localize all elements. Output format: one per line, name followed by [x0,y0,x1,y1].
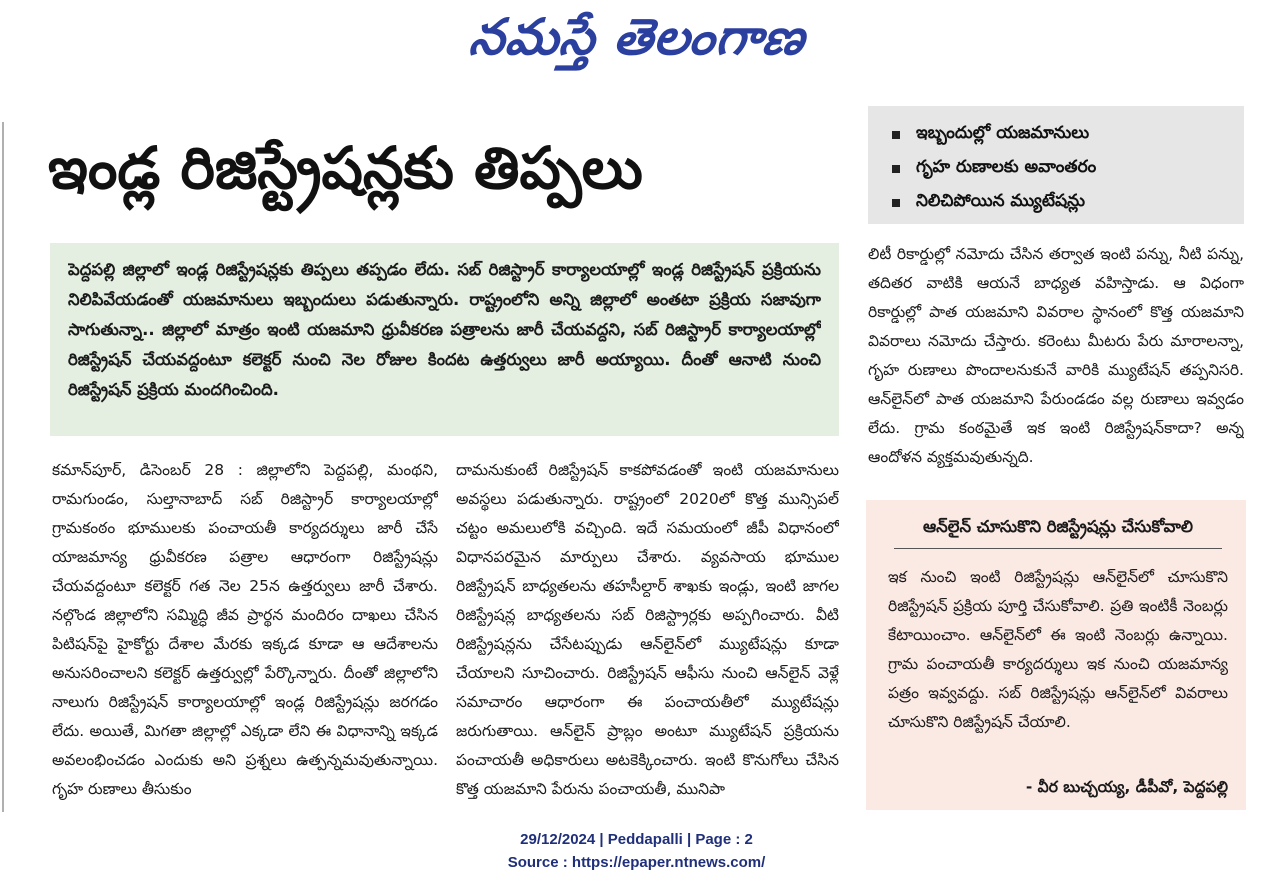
highlight-text: ఇబ్బందుల్లో యజమానులు [916,123,1090,143]
bullet-square-icon [892,131,900,139]
article-text: కమాన్‌పూర్, డిసెంబర్ 28 : జిల్లాలోని పెద్దపల్లి, మంథని, రామగుండం, సుల్తానాబాద్ సబ్ రిజిస్ట్రార్ కార్యాలయాల్లో గ్రామకంఠం భూములకు పంచాయతీ కార్యదర్శులు జారీ చేసే యాజమాన్య ధ్రువీకరణ పత్రాల ఆధారంగా రిజిస్ట్రేషన్లు చేయవద్దంటూ కలెక్టర్ గత నెల 25న ఉత్తర్వులు జారీ చేశారు. నల్గొండ జిల్లాలోని సమ్మిద్ధి జీవ ప్రార్థన మందిరం దాఖలు చేసిన పిటిషన్‌పై హైకోర్టు దేశాల మేరకు ఇక్కడ కూడా ఆ ఆదేశాలను అనుసరించాలని కలెక్టర్ ఉత్తర్వుల్లో పేర్కొన్నారు. దీంతో జిల్లాలోని నాలుగు రిజిస్ట్రేషన్ కార్యాలయాల్లో ఇండ్ల రిజిస్ట్రేషన్లు జరగడం లేదు. అయితే, మిగతా జిల్లాల్లో ఎక్కడా లేని ఈ విధానాన్ని ఇక్కడ అవలంభించడం ఎందుకు అని ప్రశ్నలు ఉత్పన్నమవుతున్నాయి. గృహ రుణాలు తీసుకుం [52,461,438,798]
column-rule [2,122,4,812]
article-text: లిటీ రికార్డుల్లో నమోదు చేసిన తర్వాత ఇంటి పన్ను, నీటి పన్ను, తదితర వాటికి ఆయనే బాధ్యత వహిస్తాడు. ఆ విధంగా రికార్డుల్లో పాత యజమాని వివరాల స్థానంలో కొత్త యజమాని వివరాలు నమోదు చేస్తారు. కరెంటు మీటరు పేరు మారాలన్నా, గృహ రుణాలు పొందాలనుకునే వారికి మ్యుటేషన్ తప్పనిసరి. ఆన్‌లైన్‌లో పాత యజమాని పేరుండడం వల్ల రుణాలు ఇవ్వడం లేదు. గ్రామ కంఠమైతే ఇక ఇంటి రిజిస్ట్రేషన్‌కాదా? అన్న ఆందోళన వ్యక్తమవుతున్నది. [868,245,1244,466]
footer-date-line: 29/12/2024 | Peddapalli | Page : 2 [520,831,753,848]
masthead-title: నమస్తే తెలంగాణ [466,8,809,66]
sidebar-title: ఆన్‌లైన్ చూసుకొని రిజిస్ట్రేషన్లు చేసుకోవాలి [894,514,1222,549]
article-column-1 [52,456,438,812]
masthead-logo [0,8,1273,79]
page-footer [0,828,1273,874]
highlight-item [892,118,1244,152]
article-column-3 [868,240,1244,490]
headline: ఇండ్ల రిజిస్ట్రేషన్లకు తిప్పలు [48,134,643,202]
bullet-square-icon [892,199,900,207]
bullet-square-icon [892,165,900,173]
article-text: దామనుకుంటే రిజిస్ట్రేషన్ కాకపోవడంతో ఇంటి యజమానులు అవస్థలు పడుతున్నారు. రాష్ట్రంలో 2020లో కొత్త మున్సిపల్ చట్టం అమలులోకి వచ్చింది. ఇదే సమయంలో జీపీ విధానంలో విధానపరమైన మార్పులు చేశారు. వ్యవసాయ భూముల రిజిస్ట్రేషన్ బాధ్యతలను తహసీల్దార్ శాఖకు ఇండ్లు, ఇంటి జాగల రిజిస్ట్రేషన్ల బాధ్యతలను సబ్ రిజిస్ట్రార్లకు అప్పగించారు. వీటి రిజిస్ట్రేషన్లను చేసేటప్పుడు ఆన్‌లైన్‌లో మ్యుటేషన్లు కూడా చేయాలని సూచించారు. రిజిస్ట్రేషన్ ఆఫీసు నుంచి ఆన్‌లైన్ వెళ్లే సమాచారం ఆధారంగా ఈ పంచాయతీలో మ్యుటేషన్లు జరుగుతాయి. ఆన్‌లైన్ ప్రాబ్లం అంటూ మ్యుటేషన్ ప్రక్రియను పంచాయతీ అధికారులు అటకెక్కించారు. ఇంటి కొనుగోలు చేసిన కొత్త యజమాని పేరును పంచాయతీ, మునిపా [456,461,839,798]
article-column-2 [456,456,839,812]
footer-source-link[interactable]: Source : https://epaper.ntnews.com/ [507,854,766,871]
highlight-item [892,186,1244,220]
highlight-text: గృహ రుణాలకు అవాంతరం [916,157,1097,177]
highlights-box [868,106,1244,224]
quote-sidebar [866,500,1246,810]
highlight-text: నిలిచిపోయిన మ్యుటేషన్లు [916,191,1085,211]
sidebar-body: ఇక నుంచి ఇంటి రిజిస్ట్రేషన్లు ఆన్‌లైన్‌లో చూసుకొని రిజిస్ట్రేషన్ ప్రక్రియ పూర్తి చేసుకోవాలి. ప్రతి ఇంటికీ నెంబర్లు కేటాయించాం. ఆన్‌లైన్‌లో ఈ ఇంటి నెంబర్లు ఉన్నాయి. గ్రామ పంచాయతీ కార్యదర్శులు ఇక నుంచి యజమాన్య పత్రం ఇవ్వవద్దు. సబ్ రిజిస్ట్రేషన్లు ఆన్‌లైన్‌లో వివరాలు చూసుకొని రిజిస్ట్రేషన్ చేయాలి. [888,568,1228,731]
sidebar-attribution: - వీర బుచ్చయ్య, డీపీవో, పెద్దపల్లి [1025,778,1228,796]
intro-text: పెద్దపల్లి జిల్లాలో ఇండ్ల రిజిస్ట్రేషన్లకు తిప్పలు తప్పడం లేదు. సబ్ రిజిస్ట్రార్ కార్యాలయాల్లో ఇండ్ల రిజిస్ట్రేషన్ ప్రక్రియను నిలిపివేయడంతో యజమానులు ఇబ్బందులు పడుతున్నారు. రాష్ట్రంలోని అన్ని జిల్లాలో అంతటా ప్రక్రియ సజావుగా సాగుతున్నా.. జిల్లాలో మాత్రం ఇంటి యజమాని ధ్రువీకరణ పత్రాలను జారీ చేయవద్దని, సబ్ రిజిస్ట్రార్ కార్యాలయాల్లో రిజిస్ట్రేషన్ చేయవద్దంటూ కలెక్టర్ నుంచి నెల రోజుల కిందట ఉత్తర్వులు జారీ అయ్యాయి. దీంతో ఆనాటి నుంచి రిజిస్ట్రేషన్ ప్రక్రియ మందగించింది. [68,260,821,399]
highlight-item [892,152,1244,186]
intro-box [50,243,839,436]
